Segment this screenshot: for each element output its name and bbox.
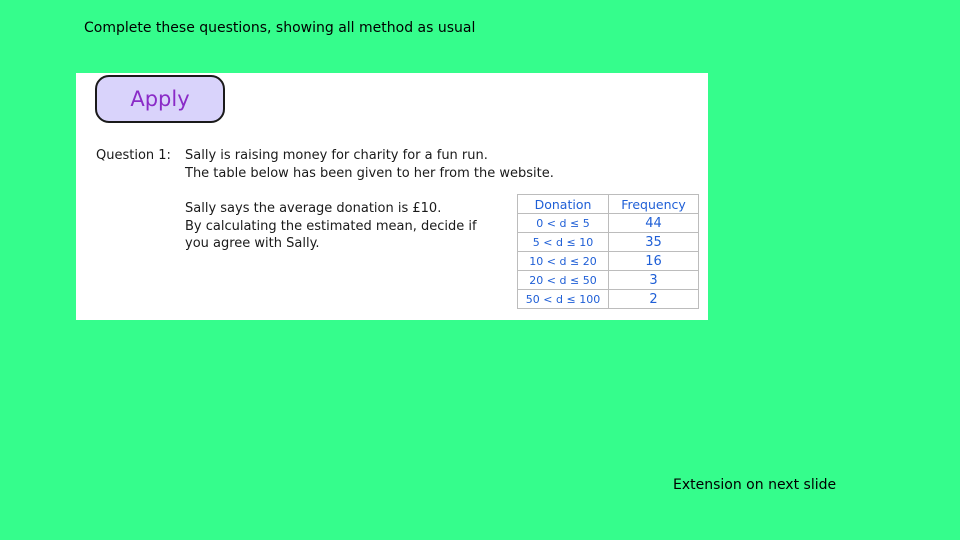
- header-frequency: Frequency: [609, 195, 699, 214]
- question-intro: [185, 147, 554, 182]
- question-line-2: The table below has been given to her from the website.: [185, 165, 554, 181]
- frequency-table: [517, 194, 699, 309]
- question-panel: [76, 73, 708, 320]
- table-row: [518, 233, 699, 252]
- question-line-3: Sally says the average donation is £10.: [185, 201, 442, 216]
- table-header-row: [518, 195, 699, 214]
- extension-note: Extension on next slide: [673, 477, 837, 493]
- frequency-cell: 44: [609, 214, 699, 233]
- table-row: [518, 271, 699, 290]
- frequency-cell: 3: [609, 271, 699, 290]
- instruction-text: Complete these questions, showing all method as usual: [84, 20, 476, 36]
- question-line-4: By calculating the estimated mean, decide if: [185, 218, 477, 234]
- table-row: [518, 252, 699, 271]
- question-line-1: Sally is raising money for charity for a fun run.: [185, 148, 488, 163]
- frequency-cell: 16: [609, 252, 699, 271]
- table-row: [518, 290, 699, 309]
- donation-cell: 0 < d ≤ 5: [518, 214, 609, 233]
- question-label: Question 1:: [96, 148, 171, 163]
- table-row: [518, 214, 699, 233]
- donation-cell: 20 < d ≤ 50: [518, 271, 609, 290]
- donation-cell: 5 < d ≤ 10: [518, 233, 609, 252]
- question-line-5: you agree with Sally.: [185, 236, 320, 251]
- donation-cell: 50 < d ≤ 100: [518, 290, 609, 309]
- donation-cell: 10 < d ≤ 20: [518, 252, 609, 271]
- apply-badge: Apply: [95, 75, 225, 123]
- question-task: [185, 200, 477, 253]
- frequency-cell: 2: [609, 290, 699, 309]
- frequency-cell: 35: [609, 233, 699, 252]
- header-donation: Donation: [518, 195, 609, 214]
